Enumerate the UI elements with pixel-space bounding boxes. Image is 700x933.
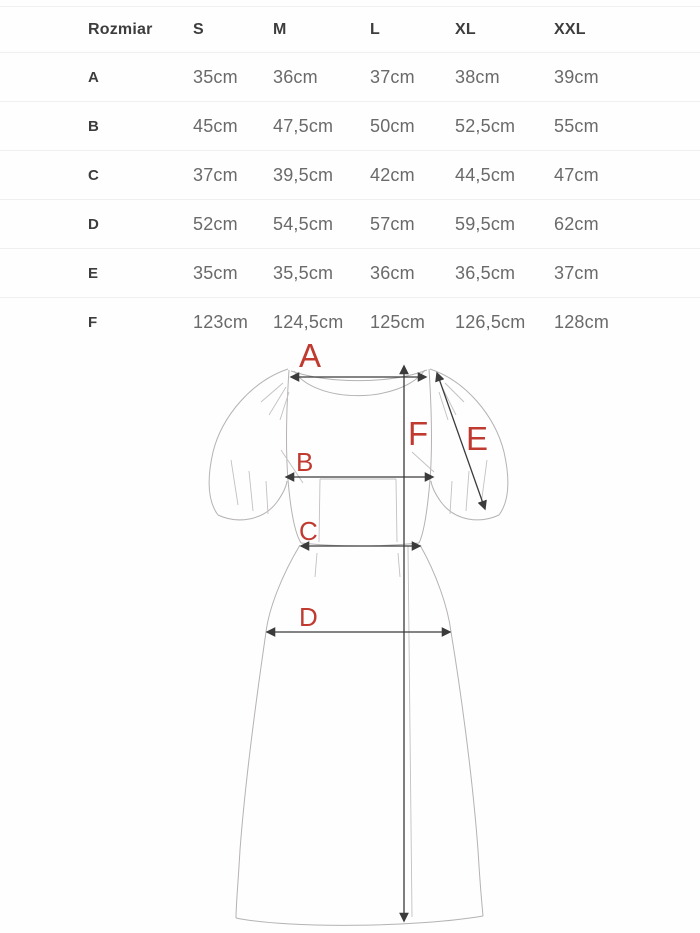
table-row bbox=[0, 53, 700, 102]
size-value-cell: 37cm bbox=[370, 66, 415, 87]
skirt-right-edge bbox=[420, 545, 483, 916]
dress-outline bbox=[209, 369, 508, 925]
size-value-cell: 59,5cm bbox=[455, 213, 516, 234]
table-row bbox=[0, 102, 700, 151]
size-value-cell: 62cm bbox=[554, 213, 599, 234]
size-column-title: Rozmiar bbox=[88, 20, 153, 38]
size-value-cell: 44,5cm bbox=[455, 164, 516, 185]
row-label: F bbox=[88, 313, 98, 331]
label-a: A bbox=[299, 340, 322, 374]
label-d: D bbox=[299, 602, 318, 632]
table-row bbox=[0, 298, 700, 346]
label-b: B bbox=[296, 447, 314, 477]
size-table-body bbox=[0, 53, 700, 346]
size-value-cell: 50cm bbox=[370, 115, 415, 136]
size-value-cell: 39cm bbox=[554, 66, 599, 87]
size-value-cell: 47,5cm bbox=[273, 115, 334, 136]
row-label: D bbox=[88, 215, 100, 233]
size-value-cell: 128cm bbox=[554, 311, 610, 332]
size-value-cell: 45cm bbox=[193, 115, 238, 136]
size-value-cell: 55cm bbox=[554, 115, 599, 136]
row-label: A bbox=[88, 68, 100, 86]
size-value-cell: 124,5cm bbox=[273, 311, 344, 332]
row-label: E bbox=[88, 264, 99, 282]
size-value-cell: 123cm bbox=[193, 311, 249, 332]
size-value-cell: 42cm bbox=[370, 164, 415, 185]
size-value-cell: 126,5cm bbox=[455, 311, 526, 332]
skirt-gathers bbox=[315, 553, 400, 577]
label-f: F bbox=[408, 415, 429, 452]
size-value-cell: 52cm bbox=[193, 213, 238, 234]
row-label: C bbox=[88, 166, 100, 184]
left-sleeve-hem bbox=[218, 481, 287, 520]
size-header-l: L bbox=[370, 20, 380, 38]
dimension-labels bbox=[296, 340, 488, 632]
size-value-cell: 36cm bbox=[370, 262, 415, 283]
size-value-cell: 36,5cm bbox=[455, 262, 516, 283]
label-e: E bbox=[466, 420, 489, 457]
size-value-cell: 36cm bbox=[273, 66, 318, 87]
size-value-cell: 38cm bbox=[455, 66, 500, 87]
size-value-cell: 37cm bbox=[554, 262, 599, 283]
bodice-panel-seams bbox=[319, 479, 397, 542]
size-header-m: M bbox=[273, 20, 287, 38]
table-row bbox=[0, 249, 700, 298]
size-value-cell: 47cm bbox=[554, 164, 599, 185]
table-row bbox=[0, 200, 700, 249]
size-value-cell: 54,5cm bbox=[273, 213, 334, 234]
label-c: C bbox=[299, 516, 318, 546]
skirt-seam-line bbox=[408, 546, 412, 917]
left-sleeve-outer bbox=[209, 369, 288, 515]
table-row bbox=[0, 151, 700, 200]
size-value-cell: 52,5cm bbox=[455, 115, 516, 136]
bodice-right-edge bbox=[419, 369, 431, 543]
size-value-cell: 39,5cm bbox=[273, 164, 334, 185]
size-value-cell: 57cm bbox=[370, 213, 415, 234]
skirt-hem bbox=[236, 916, 483, 925]
size-value-cell: 35cm bbox=[193, 262, 238, 283]
size-value-cell: 35,5cm bbox=[273, 262, 334, 283]
row-label: B bbox=[88, 117, 100, 135]
size-header-s: S bbox=[193, 20, 204, 38]
dress-measurement-diagram bbox=[0, 340, 700, 933]
size-value-cell: 125cm bbox=[370, 311, 426, 332]
size-value-cell: 37cm bbox=[193, 164, 238, 185]
skirt-left-edge bbox=[236, 545, 300, 918]
size-header-xxl: XXL bbox=[554, 20, 586, 38]
size-value-cell: 35cm bbox=[193, 66, 238, 87]
right-sleeve-hem bbox=[431, 481, 499, 520]
size-table-header-row bbox=[0, 7, 700, 53]
size-table bbox=[0, 6, 700, 346]
size-header-xl: XL bbox=[455, 20, 476, 38]
